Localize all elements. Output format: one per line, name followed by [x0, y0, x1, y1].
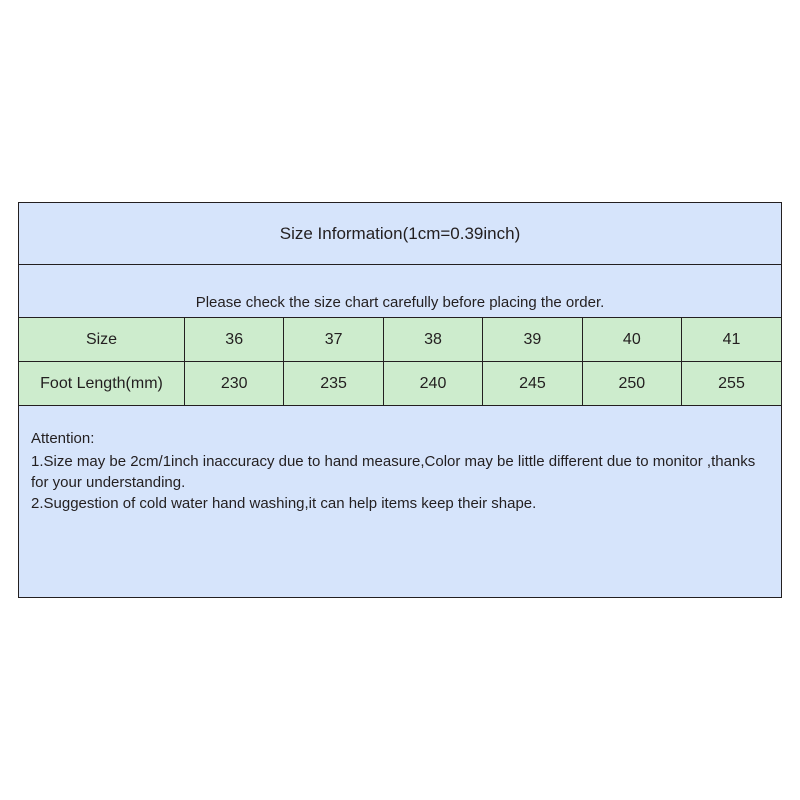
size-table: [19, 317, 781, 406]
foot-length-cell-2: 240: [383, 362, 482, 406]
foot-length-cell-5: 255: [682, 362, 781, 406]
chart-title-row: [19, 203, 781, 265]
foot-length-cell-0: 230: [185, 362, 284, 406]
chart-subtitle-row: [19, 265, 781, 317]
table-row: [19, 362, 781, 406]
size-cell-3: 39: [483, 318, 582, 362]
attention-block: [19, 406, 781, 558]
size-cell-2: 38: [383, 318, 482, 362]
foot-length-cell-1: 235: [284, 362, 383, 406]
row-header-size: Size: [19, 318, 185, 362]
attention-line-1: 1.Size may be 2cm/1inch inaccuracy due to hand measure,Color may be little different due to monitor ,thanks for your understanding.: [31, 453, 756, 491]
size-cell-4: 40: [582, 318, 681, 362]
foot-length-cell-3: 245: [483, 362, 582, 406]
chart-subtitle: Please check the size chart carefully before placing the order.: [195, 294, 605, 311]
row-header-foot-length: Foot Length(mm): [19, 362, 185, 406]
size-cell-0: 36: [185, 318, 284, 362]
size-cell-1: 37: [284, 318, 383, 362]
size-chart-panel: [18, 202, 782, 598]
size-cell-5: 41: [682, 318, 781, 362]
attention-heading: Attention:: [31, 430, 95, 447]
foot-length-cell-4: 250: [582, 362, 681, 406]
table-row: [19, 318, 781, 362]
attention-line-2: 2.Suggestion of cold water hand washing,it can help items keep their shape.: [31, 495, 537, 512]
chart-title: Size Information(1cm=0.39inch): [279, 223, 521, 243]
